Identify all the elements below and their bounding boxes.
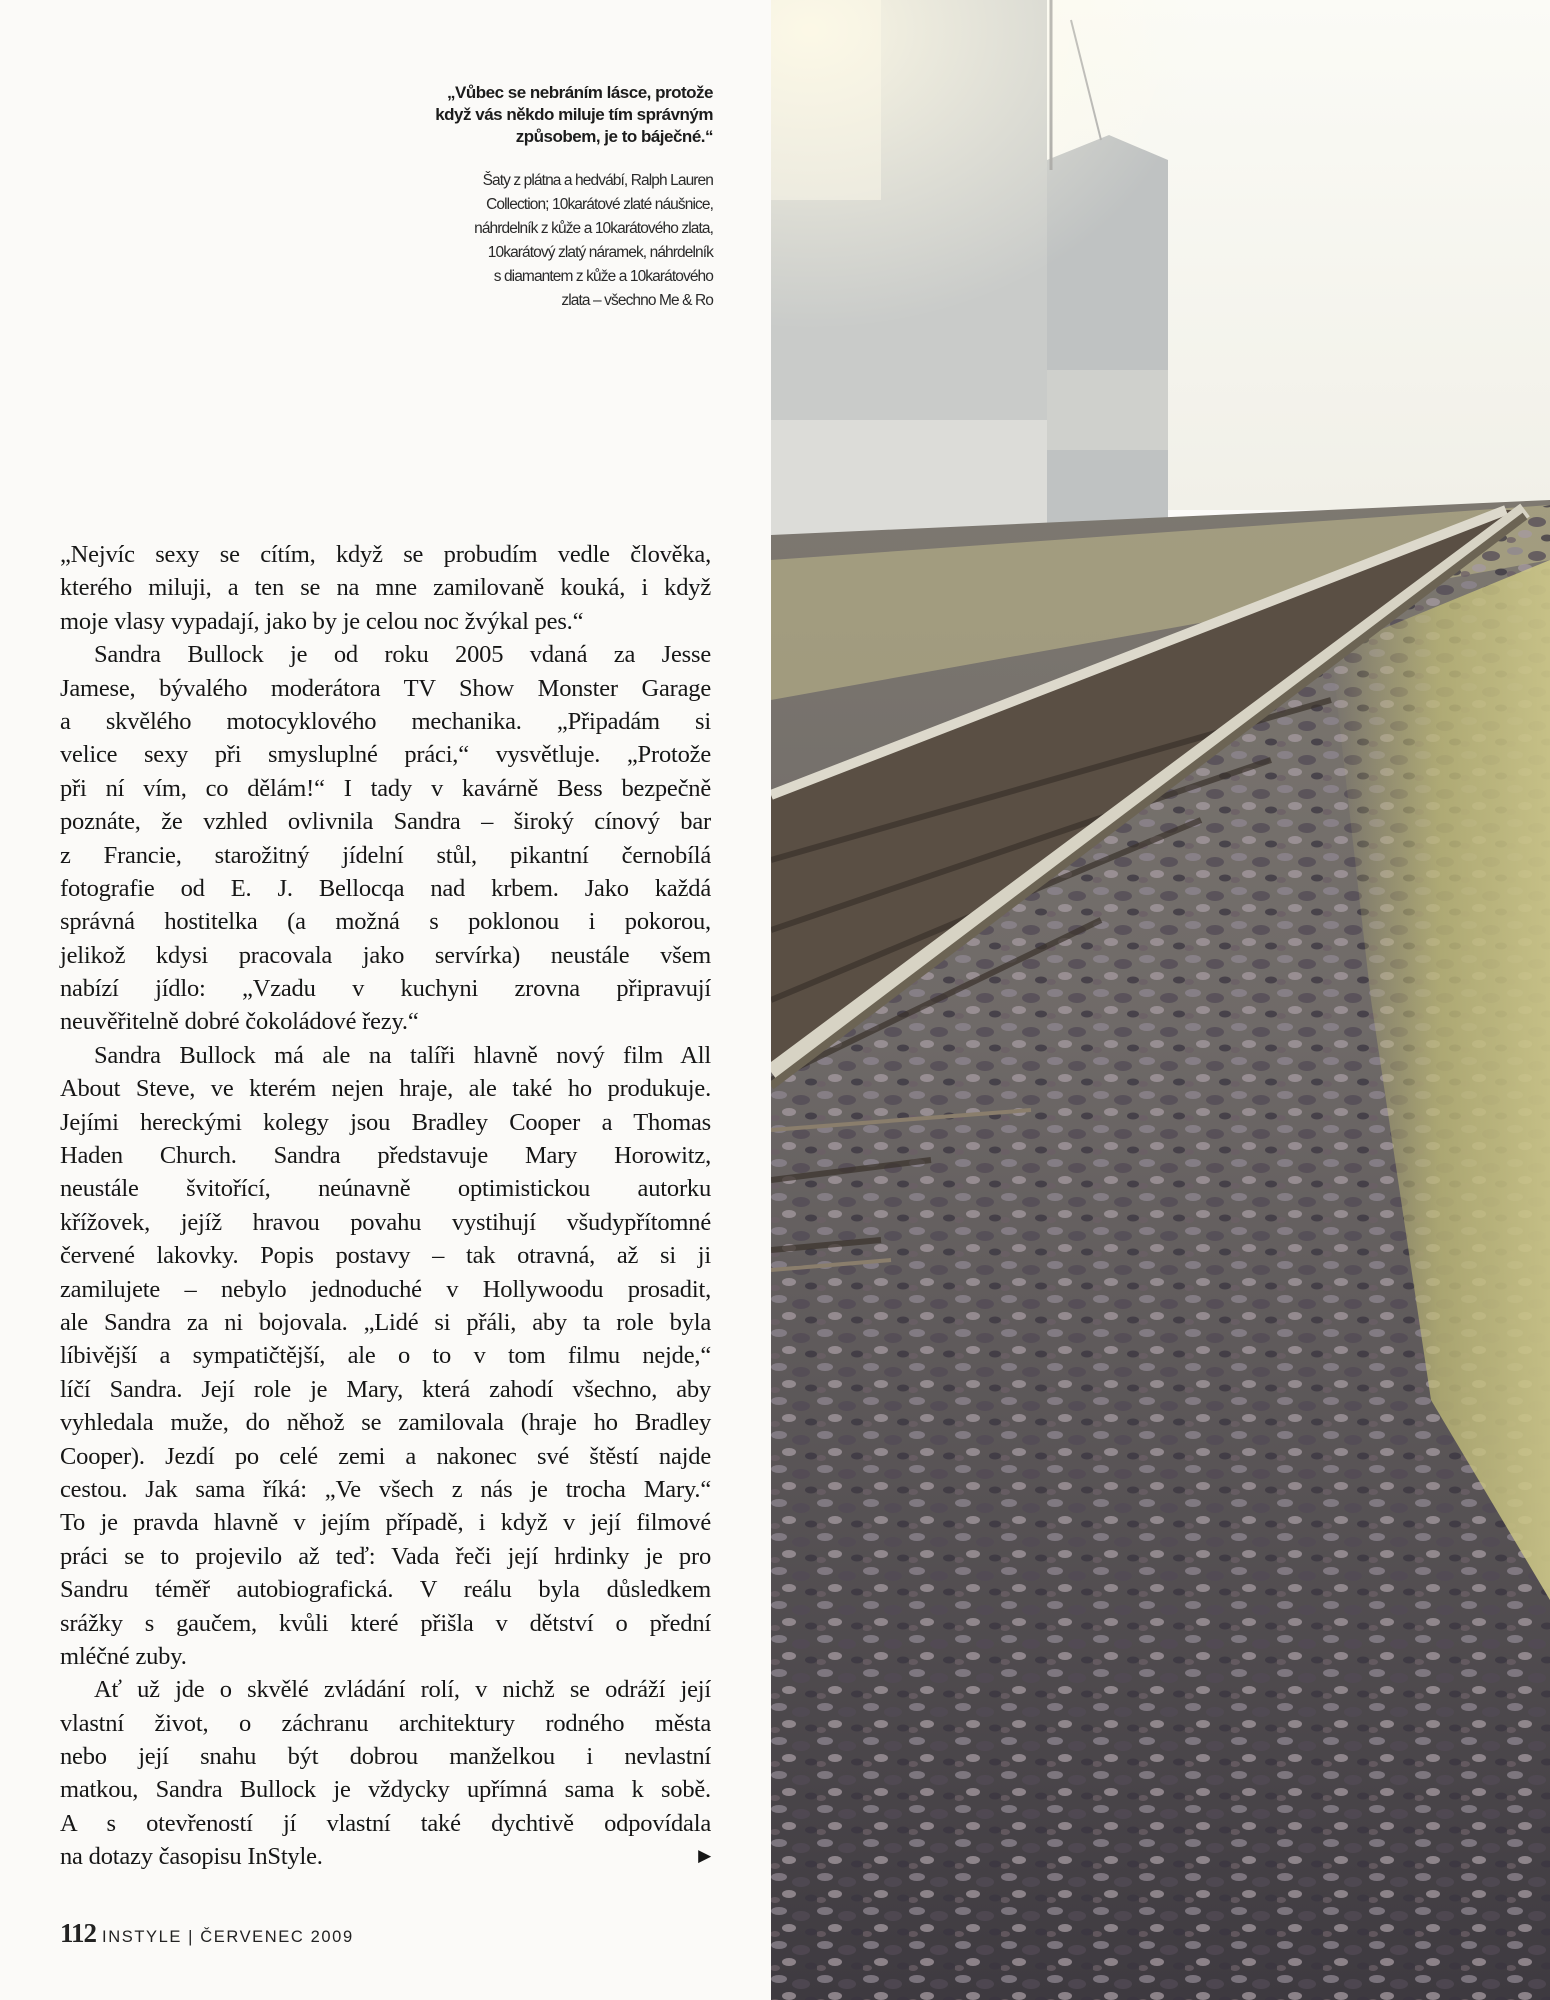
article-line: Sandra Bullock je od roku 2005 vdaná za Jesse — [94, 641, 711, 669]
article-line: vyhledala muže, do něhož se zamilovala (hraje ho Bradley — [60, 1409, 711, 1437]
photo-caption — [400, 82, 713, 313]
article-line: jelikož kdysi pracovala jako servírka) neustále všem — [60, 941, 711, 969]
article-line: mléčné zuby. — [60, 1642, 187, 1670]
article-line: líbivější a sympatičtější, ale o to v tom filmu nejde,“ — [60, 1342, 711, 1370]
continue-arrow-icon: ▶ — [698, 1846, 711, 1867]
article-line: Sandra Bullock má ale na talíři hlavně nový film All — [94, 1041, 711, 1069]
article-line: Sandru téměř autobiografická. V reálu byla důsledkem — [60, 1576, 711, 1604]
credit-line: Collection; 10karátové zlaté náušnice, — [486, 196, 713, 213]
article-line: nabízí jídlo: „Vzadu v kuchyni zrovna připravují — [60, 975, 711, 1003]
article-line: To je pravda hlavně v jejím případě, i když v její filmové — [60, 1509, 711, 1537]
credit-line: s diamantem z kůže a 10karátového — [493, 268, 713, 285]
article-line: srážky s gaučem, kvůli které přišla v dětství o přední — [60, 1609, 711, 1637]
article-line: kterého miluji, a ten se na mne zamilovaně kouká, i když — [60, 574, 711, 602]
railroad-photo — [771, 0, 1550, 2000]
article-line: poznáte, že vzhled ovlivnila Sandra – široký cínový bar — [60, 808, 711, 836]
page-footer — [60, 1918, 354, 1949]
article-line: na dotazy časopisu InStyle. ▶ — [60, 1840, 711, 1873]
pull-quote — [400, 82, 713, 148]
article-line: ale Sandra za ni bojovala. „Lidé si přáli, aby ta role byla — [60, 1308, 711, 1336]
article-line: při ní vím, co dělám!“ I tady v kavárně Bess bezpečně — [60, 774, 711, 802]
article-line: neustále švitořící, neúnavně optimistickou autorku — [60, 1175, 711, 1203]
article-line: A s otevřeností jí vlastní také dychtivě odpovídala — [60, 1809, 711, 1837]
article-line: fotografie od E. J. Bellocqa nad krbem. Jako každá — [60, 874, 711, 902]
article-line: „Nejvíc sexy se cítím, když se probudím vedle člověka, — [60, 541, 711, 568]
article-line: zamilujete – nebylo jednoduché v Hollywoodu prosadit, — [60, 1275, 711, 1303]
fashion-credit — [400, 169, 713, 313]
credit-line: Šaty z plátna a hedvábí, Ralph Lauren — [482, 172, 713, 189]
magazine-issue: INSTYLE | ČERVENEC 2009 — [102, 1928, 354, 1946]
article-line: Ať už jde o skvělé zvládání rolí, v nichž se odráží její — [94, 1676, 711, 1704]
article-line: About Steve, ve kterém nejen hraje, ale také ho produkuje. — [60, 1075, 711, 1103]
article-body — [60, 538, 711, 1874]
pull-quote-line: způsobem, je to báječné.“ — [515, 127, 713, 146]
article-line: vlastní život, o záchranu architektury rodného města — [60, 1709, 711, 1737]
credit-line: náhrdelník z kůže a 10karátového zlata, — [474, 220, 713, 237]
article-line: neuvěřitelně dobré čokoládové řezy.“ — [60, 1008, 419, 1036]
page-number: 112 — [60, 1918, 97, 1948]
article-line: velice sexy při smysluplné práci,“ vysvětluje. „Protože — [60, 741, 711, 769]
article-line: křížovek, jejíž hravou povahu vystihují všudypřítomné — [60, 1208, 711, 1236]
article-line: z Francie, starožitný jídelní stůl, pikantní černobílá — [60, 841, 711, 869]
article-line: Cooper). Jezdí po celé zemi a nakonec své štěstí najde — [60, 1442, 711, 1470]
article-line: moje vlasy vypadají, jako by je celou noc žvýkal pes.“ — [60, 607, 584, 635]
article-line: cestou. Jak sama říká: „Ve všech z nás je trocha Mary.“ — [60, 1475, 711, 1503]
article-line: práci se to projevilo až teď: Vada řeči její hrdinky je pro — [60, 1542, 711, 1570]
pull-quote-line: „Vůbec se nebráním lásce, protože — [447, 83, 713, 102]
article-line: červené lakovky. Popis postavy – tak otravná, až si ji — [60, 1242, 711, 1270]
article-line: nebo její snahu být dobrou manželkou i nevlastní — [60, 1743, 711, 1771]
pull-quote-line: když vás někdo miluje tím správným — [435, 105, 713, 124]
article-line: Jamese, bývalého moderátora TV Show Monster Garage — [60, 674, 711, 702]
credit-line: 10karátový zlatý náramek, náhrdelník — [487, 244, 713, 261]
article-line: a skvělého motocyklového mechanika. „Připadám si — [60, 707, 711, 735]
article-line: Jejími hereckými kolegy jsou Bradley Cooper a Thomas — [60, 1108, 711, 1136]
credit-line: zlata – všechno Me & Ro — [561, 292, 713, 309]
article-line: líčí Sandra. Její role je Mary, která zahodí všechno, aby — [60, 1375, 711, 1403]
article-line: správná hostitelka (a možná s poklonou i pokorou, — [60, 908, 711, 936]
article-line: Haden Church. Sandra představuje Mary Horowitz, — [60, 1142, 711, 1170]
article-line: matkou, Sandra Bullock je vždycky upřímná sama k sobě. — [60, 1776, 711, 1804]
